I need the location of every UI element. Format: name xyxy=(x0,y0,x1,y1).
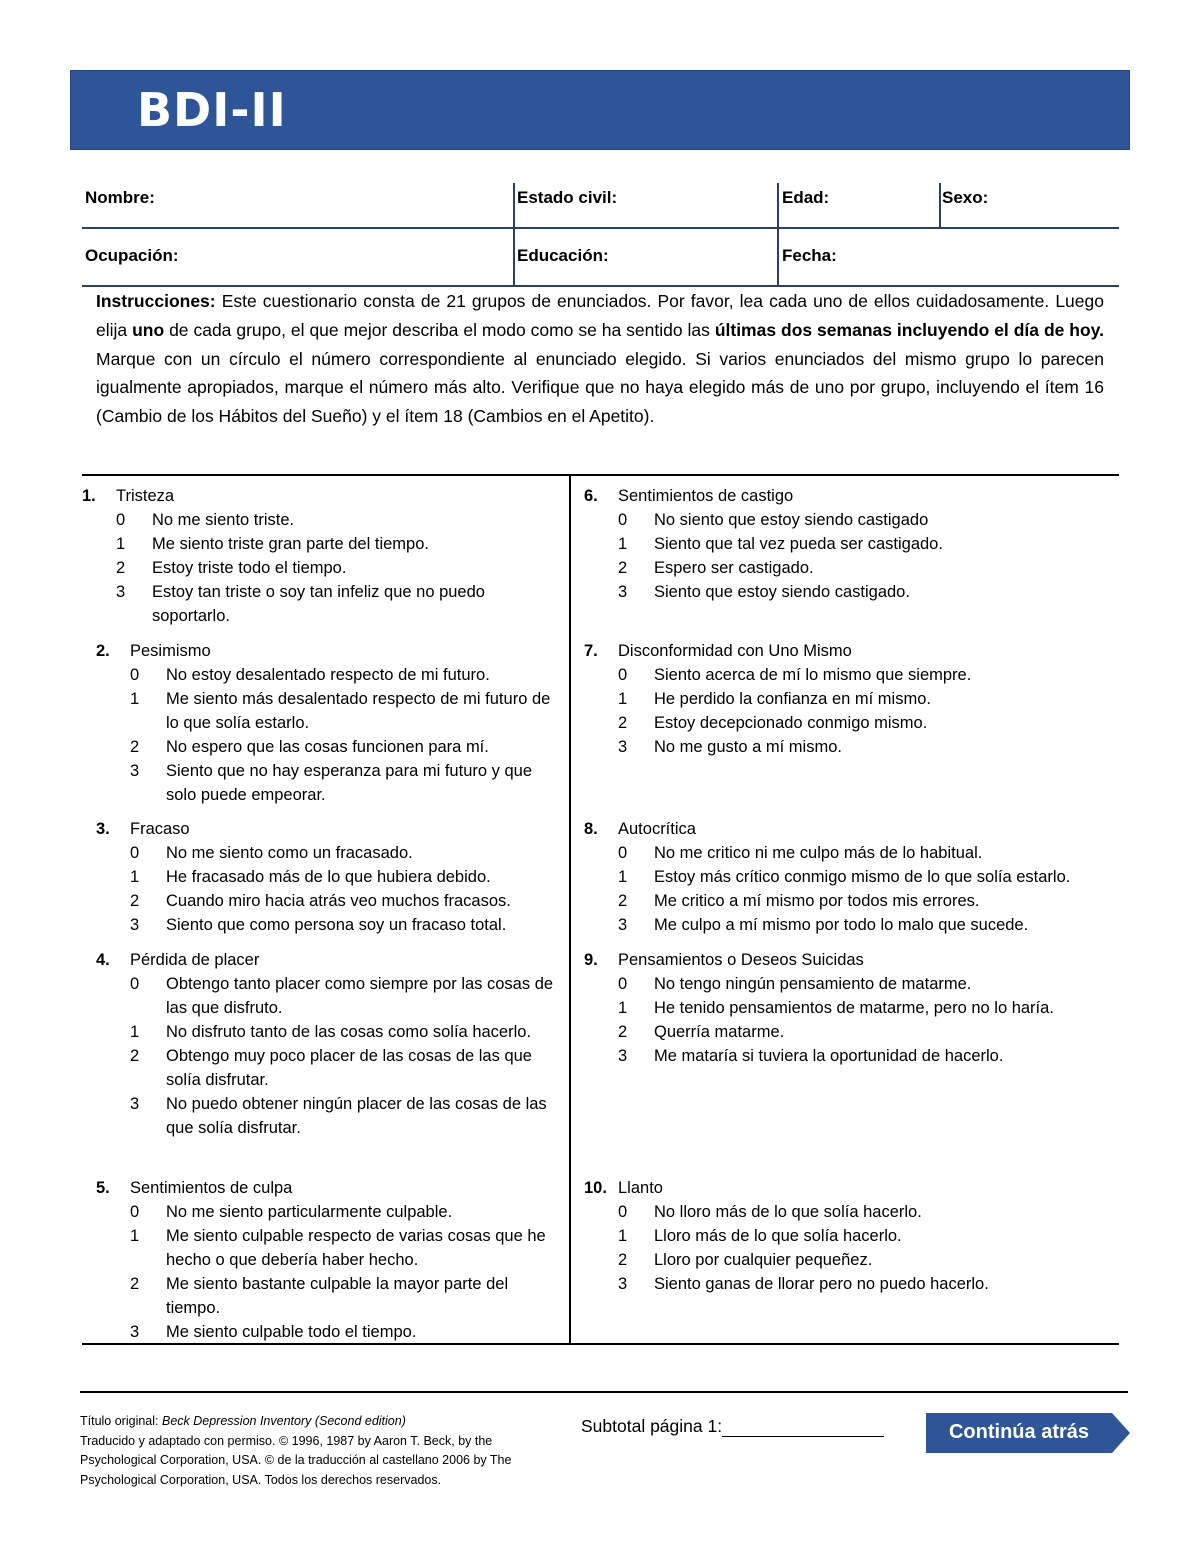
question-title: Pérdida de placer xyxy=(130,951,260,969)
page-title: BDI-II xyxy=(137,83,287,137)
items-top-rule xyxy=(82,474,1119,476)
answer-text: Me siento culpable todo el tiempo. xyxy=(166,1323,417,1341)
answer-option[interactable] xyxy=(584,532,1114,556)
answer-option[interactable] xyxy=(96,913,562,937)
footer-rule xyxy=(80,1391,1128,1393)
answer-option[interactable] xyxy=(96,841,562,865)
answer-option[interactable] xyxy=(96,687,562,735)
question-number: 10. xyxy=(584,1179,607,1197)
answer-option[interactable] xyxy=(96,1092,562,1140)
question-item xyxy=(96,948,562,1140)
answer-score[interactable]: 2 xyxy=(618,1023,628,1041)
question-item xyxy=(584,817,1114,937)
answer-text: Siento ganas de llorar pero no puedo hacerlo. xyxy=(654,1275,989,1293)
answer-option[interactable] xyxy=(584,1020,1114,1044)
copyright-text: Traducido y adaptado con permiso. © 1996, 1987 by Aaron T. Beck, by the Psychological Corporation, USA. © de la traducción al castellano 2006 by The Psychological Corporation, USA. Todos los derechos reservados. xyxy=(80,1433,512,1487)
answer-option[interactable] xyxy=(96,972,562,1020)
question-title: Disconformidad con Uno Mismo xyxy=(618,642,852,660)
answer-score[interactable]: 2 xyxy=(130,1275,140,1293)
answer-score[interactable]: 2 xyxy=(618,892,628,910)
question-item xyxy=(82,484,562,628)
answer-score[interactable]: 3 xyxy=(618,738,628,756)
answer-text: Estoy tan triste o soy tan infeliz que no puedo soportarlo. xyxy=(152,583,485,625)
question-item xyxy=(584,1176,1114,1296)
answer-text: No disfruto tanto de las cosas como solía hacerlo. xyxy=(166,1023,532,1041)
answer-score[interactable]: 3 xyxy=(130,1323,140,1341)
answer-text: Me culpo a mí mismo por todo lo malo que sucede. xyxy=(654,916,1029,934)
question-title: Tristeza xyxy=(116,487,175,505)
answer-score[interactable]: 3 xyxy=(130,916,140,934)
continue-label: Continúa atrás xyxy=(948,1421,1090,1443)
question-item xyxy=(584,948,1114,1068)
answer-option[interactable] xyxy=(82,508,562,532)
answer-text: No siento que estoy siendo castigado xyxy=(654,511,929,529)
continue-button[interactable] xyxy=(926,1413,1130,1453)
answer-option[interactable] xyxy=(584,972,1114,996)
answer-text: Me mataría si tuviera la oportunidad de hacerlo. xyxy=(654,1047,1004,1065)
answer-option[interactable] xyxy=(584,580,1114,604)
answer-option[interactable] xyxy=(584,1044,1114,1068)
answer-score[interactable]: 1 xyxy=(618,535,628,553)
question-title: Llanto xyxy=(618,1179,663,1197)
answer-score[interactable]: 0 xyxy=(618,1203,628,1221)
answer-score[interactable]: 1 xyxy=(618,1227,628,1245)
answer-score[interactable]: 3 xyxy=(116,583,126,601)
original-title: Beck Depression Inventory (Second edition) xyxy=(161,1414,406,1428)
footer-credits xyxy=(80,1412,570,1490)
edad-label: Edad: xyxy=(782,188,830,207)
answer-option[interactable] xyxy=(584,711,1114,735)
answer-option[interactable] xyxy=(82,556,562,580)
question-header xyxy=(584,948,1114,972)
answer-score[interactable]: 3 xyxy=(130,762,140,780)
question-header xyxy=(96,639,562,663)
question-title: Sentimientos de culpa xyxy=(130,1179,293,1197)
answer-score[interactable]: 3 xyxy=(618,583,628,601)
answer-score[interactable]: 2 xyxy=(618,559,628,577)
answer-text: No me siento triste. xyxy=(152,511,295,529)
answer-text: No lloro más de lo que solía hacerlo. xyxy=(654,1203,922,1221)
answer-option[interactable] xyxy=(96,1020,562,1044)
answer-text: Espero ser castigado. xyxy=(654,559,814,577)
field-divider-1 xyxy=(513,183,515,287)
subtotal-label: Subtotal página 1: xyxy=(581,1416,723,1436)
question-item xyxy=(96,639,562,807)
answer-score[interactable]: 0 xyxy=(618,844,628,862)
answer-text: Me critico a mí mismo por todos mis errores. xyxy=(654,892,980,910)
question-title: Sentimientos de castigo xyxy=(618,487,794,505)
estado-civil-label: Estado civil: xyxy=(517,188,618,207)
question-number: 2. xyxy=(96,642,110,660)
answer-text: Me siento triste gran parte del tiempo. xyxy=(152,535,429,553)
answer-option[interactable] xyxy=(584,996,1114,1020)
answer-text: Me siento bastante culpable la mayor parte del tiempo. xyxy=(166,1275,509,1317)
answer-option[interactable] xyxy=(584,1248,1114,1272)
question-item xyxy=(96,1176,562,1344)
answer-score[interactable]: 3 xyxy=(618,916,628,934)
answer-text: Siento acerca de mí lo mismo que siempre. xyxy=(654,666,972,684)
answer-score[interactable]: 1 xyxy=(130,868,140,886)
answer-option[interactable] xyxy=(584,1200,1114,1224)
answer-text: No me siento como un fracasado. xyxy=(166,844,413,862)
question-header xyxy=(584,484,1114,508)
question-number: 6. xyxy=(584,487,598,505)
answer-score[interactable]: 0 xyxy=(130,844,140,862)
question-header xyxy=(96,1176,562,1200)
ocupacion-label: Ocupación: xyxy=(85,246,179,265)
answer-option[interactable] xyxy=(96,735,562,759)
answer-option[interactable] xyxy=(96,865,562,889)
question-title: Fracaso xyxy=(130,820,190,838)
header-bar xyxy=(70,70,1130,150)
answer-text: Cuando miro hacia atrás veo muchos fracasos. xyxy=(166,892,511,910)
instructions-text-2: de cada grupo, el que mejor describa el modo como se ha sentido las xyxy=(164,319,715,340)
answer-text: Estoy más crítico conmigo mismo de lo que solía estarlo. xyxy=(654,868,1071,886)
question-header xyxy=(584,639,1114,663)
question-number: 5. xyxy=(96,1179,110,1197)
answer-text: Estoy decepcionado conmigo mismo. xyxy=(654,714,928,732)
subtotal xyxy=(581,1416,884,1437)
question-header xyxy=(584,1176,1114,1200)
instructions xyxy=(96,287,1104,431)
question-number: 1. xyxy=(82,487,96,505)
answer-score[interactable]: 3 xyxy=(130,1095,140,1113)
question-header xyxy=(96,817,562,841)
answer-text: Querría matarme. xyxy=(654,1023,785,1041)
question-header xyxy=(584,817,1114,841)
answer-option[interactable] xyxy=(96,1044,562,1092)
answer-score[interactable]: 0 xyxy=(618,975,628,993)
subtotal-input-line[interactable] xyxy=(722,1418,884,1437)
instructions-text-3: Marque con un círculo el número correspondiente al enunciado elegido. Si varios enunciados del mismo grupo lo parecen igualmente apropiados, marque el número más alto. Verifique que no haya elegido más de uno por grupo, incluyendo el ítem 16 (Cambio de los Hábitos del Sueño) y el ítem 18 (Cambios en el Apetito). xyxy=(96,348,1104,427)
answer-score[interactable]: 2 xyxy=(130,892,140,910)
answer-option[interactable] xyxy=(96,1272,562,1320)
answer-score[interactable]: 1 xyxy=(130,1227,140,1245)
answer-option[interactable] xyxy=(584,508,1114,532)
answer-option[interactable] xyxy=(96,663,562,687)
answer-text: He perdido la confianza en mí mismo. xyxy=(654,690,931,708)
answer-option[interactable] xyxy=(584,556,1114,580)
answer-text: Siento que estoy siendo castigado. xyxy=(654,583,910,601)
answer-option[interactable] xyxy=(584,1272,1114,1296)
row1-underline xyxy=(82,227,1119,229)
answer-option[interactable] xyxy=(584,663,1114,687)
question-number: 7. xyxy=(584,642,598,660)
answer-text: Lloro más de lo que solía hacerlo. xyxy=(654,1227,902,1245)
instructions-bold-1: uno xyxy=(132,319,165,340)
answer-text: He fracasado más de lo que hubiera debido. xyxy=(166,868,491,886)
answer-option[interactable] xyxy=(584,1224,1114,1248)
nombre-label: Nombre: xyxy=(85,188,155,207)
answer-text: No puedo obtener ningún placer de las cosas de las que solía disfrutar. xyxy=(166,1095,547,1137)
answer-option[interactable] xyxy=(584,735,1114,759)
question-header xyxy=(82,484,562,508)
answer-option[interactable] xyxy=(96,889,562,913)
answer-option[interactable] xyxy=(96,1200,562,1224)
answer-score[interactable]: 2 xyxy=(618,714,628,732)
answer-text: No espero que las cosas funcionen para mí. xyxy=(166,738,489,756)
answer-option[interactable] xyxy=(82,580,562,628)
question-title: Autocrítica xyxy=(618,820,696,838)
answer-option[interactable] xyxy=(584,889,1114,913)
sexo-label: Sexo: xyxy=(942,188,989,207)
answer-text: Siento que no hay esperanza para mi futuro y que solo puede empeorar. xyxy=(166,762,532,804)
answer-text: Lloro por cualquier pequeñez. xyxy=(654,1251,873,1269)
answer-score[interactable]: 1 xyxy=(116,535,126,553)
educacion-label: Educación: xyxy=(517,246,609,265)
question-header xyxy=(96,948,562,972)
answer-score[interactable]: 0 xyxy=(130,1203,140,1221)
answer-score[interactable]: 0 xyxy=(618,511,628,529)
answer-text: No me siento particularmente culpable. xyxy=(166,1203,453,1221)
original-title-label: Título original: xyxy=(80,1414,162,1428)
answer-text: Me siento culpable respecto de varias cosas que he hecho o que debería haber hecho. xyxy=(166,1227,546,1269)
answer-score[interactable]: 2 xyxy=(116,559,126,577)
instructions-bold-2: últimas dos semanas incluyendo el día de hoy. xyxy=(714,319,1104,340)
answer-score[interactable]: 2 xyxy=(130,738,140,756)
answer-score[interactable]: 2 xyxy=(130,1047,140,1065)
field-divider-3 xyxy=(939,183,941,227)
question-item xyxy=(584,484,1114,604)
fecha-label: Fecha: xyxy=(782,246,837,265)
answer-option[interactable] xyxy=(584,865,1114,889)
answer-score[interactable]: 0 xyxy=(130,975,140,993)
answer-score[interactable]: 3 xyxy=(618,1047,628,1065)
answer-option[interactable] xyxy=(96,1320,562,1344)
question-title: Pensamientos o Deseos Suicidas xyxy=(618,951,864,969)
answer-score[interactable]: 1 xyxy=(618,999,628,1017)
answer-text: Siento que tal vez pueda ser castigado. xyxy=(654,535,943,553)
question-item xyxy=(96,817,562,937)
answer-text: Obtengo tanto placer como siempre por las cosas de las que disfruto. xyxy=(166,975,554,1017)
question-item xyxy=(584,639,1114,759)
answer-text: Me siento más desalentado respecto de mi futuro de lo que solía estarlo. xyxy=(166,690,551,732)
answer-option[interactable] xyxy=(584,913,1114,937)
question-title: Pesimismo xyxy=(130,642,211,660)
instructions-label: Instrucciones: xyxy=(96,291,216,311)
answer-text: Estoy triste todo el tiempo. xyxy=(152,559,347,577)
field-divider-2 xyxy=(777,183,779,287)
answer-text: No me gusto a mí mismo. xyxy=(654,738,842,756)
answer-text: Siento que como persona soy un fracaso total. xyxy=(166,916,507,934)
question-number: 8. xyxy=(584,820,598,838)
answer-text: Obtengo muy poco placer de las cosas de las que solía disfrutar. xyxy=(166,1047,532,1089)
answer-text: No estoy desalentado respecto de mi futuro. xyxy=(166,666,490,684)
answer-score[interactable]: 1 xyxy=(130,690,140,708)
answer-option[interactable] xyxy=(82,532,562,556)
answer-score[interactable]: 1 xyxy=(130,1023,140,1041)
answer-score[interactable]: 0 xyxy=(116,511,126,529)
answer-option[interactable] xyxy=(96,759,562,807)
answer-score[interactable]: 3 xyxy=(618,1275,628,1293)
answer-option[interactable] xyxy=(584,687,1114,711)
answer-text: No tengo ningún pensamiento de matarme. xyxy=(654,975,972,993)
question-number: 9. xyxy=(584,951,598,969)
answer-score[interactable]: 2 xyxy=(618,1251,628,1269)
instructions-text-1: Este cuestionario consta de 21 grupos de enunciados. Por favor, lea cada uno de ellos cuidadosamente. Luego elija xyxy=(96,291,1104,340)
answer-text: No me critico ni me culpo más de lo habitual. xyxy=(654,844,983,862)
answer-score[interactable]: 1 xyxy=(618,690,628,708)
answer-option[interactable] xyxy=(584,841,1114,865)
question-number: 3. xyxy=(96,820,110,838)
answer-score[interactable]: 0 xyxy=(130,666,140,684)
answer-text: He tenido pensamientos de matarme, pero no lo haría. xyxy=(654,999,1054,1017)
answer-score[interactable]: 1 xyxy=(618,868,628,886)
column-divider xyxy=(569,476,571,1344)
answer-score[interactable]: 0 xyxy=(618,666,628,684)
items-bottom-rule xyxy=(82,1343,1119,1345)
question-number: 4. xyxy=(96,951,110,969)
answer-option[interactable] xyxy=(96,1224,562,1272)
